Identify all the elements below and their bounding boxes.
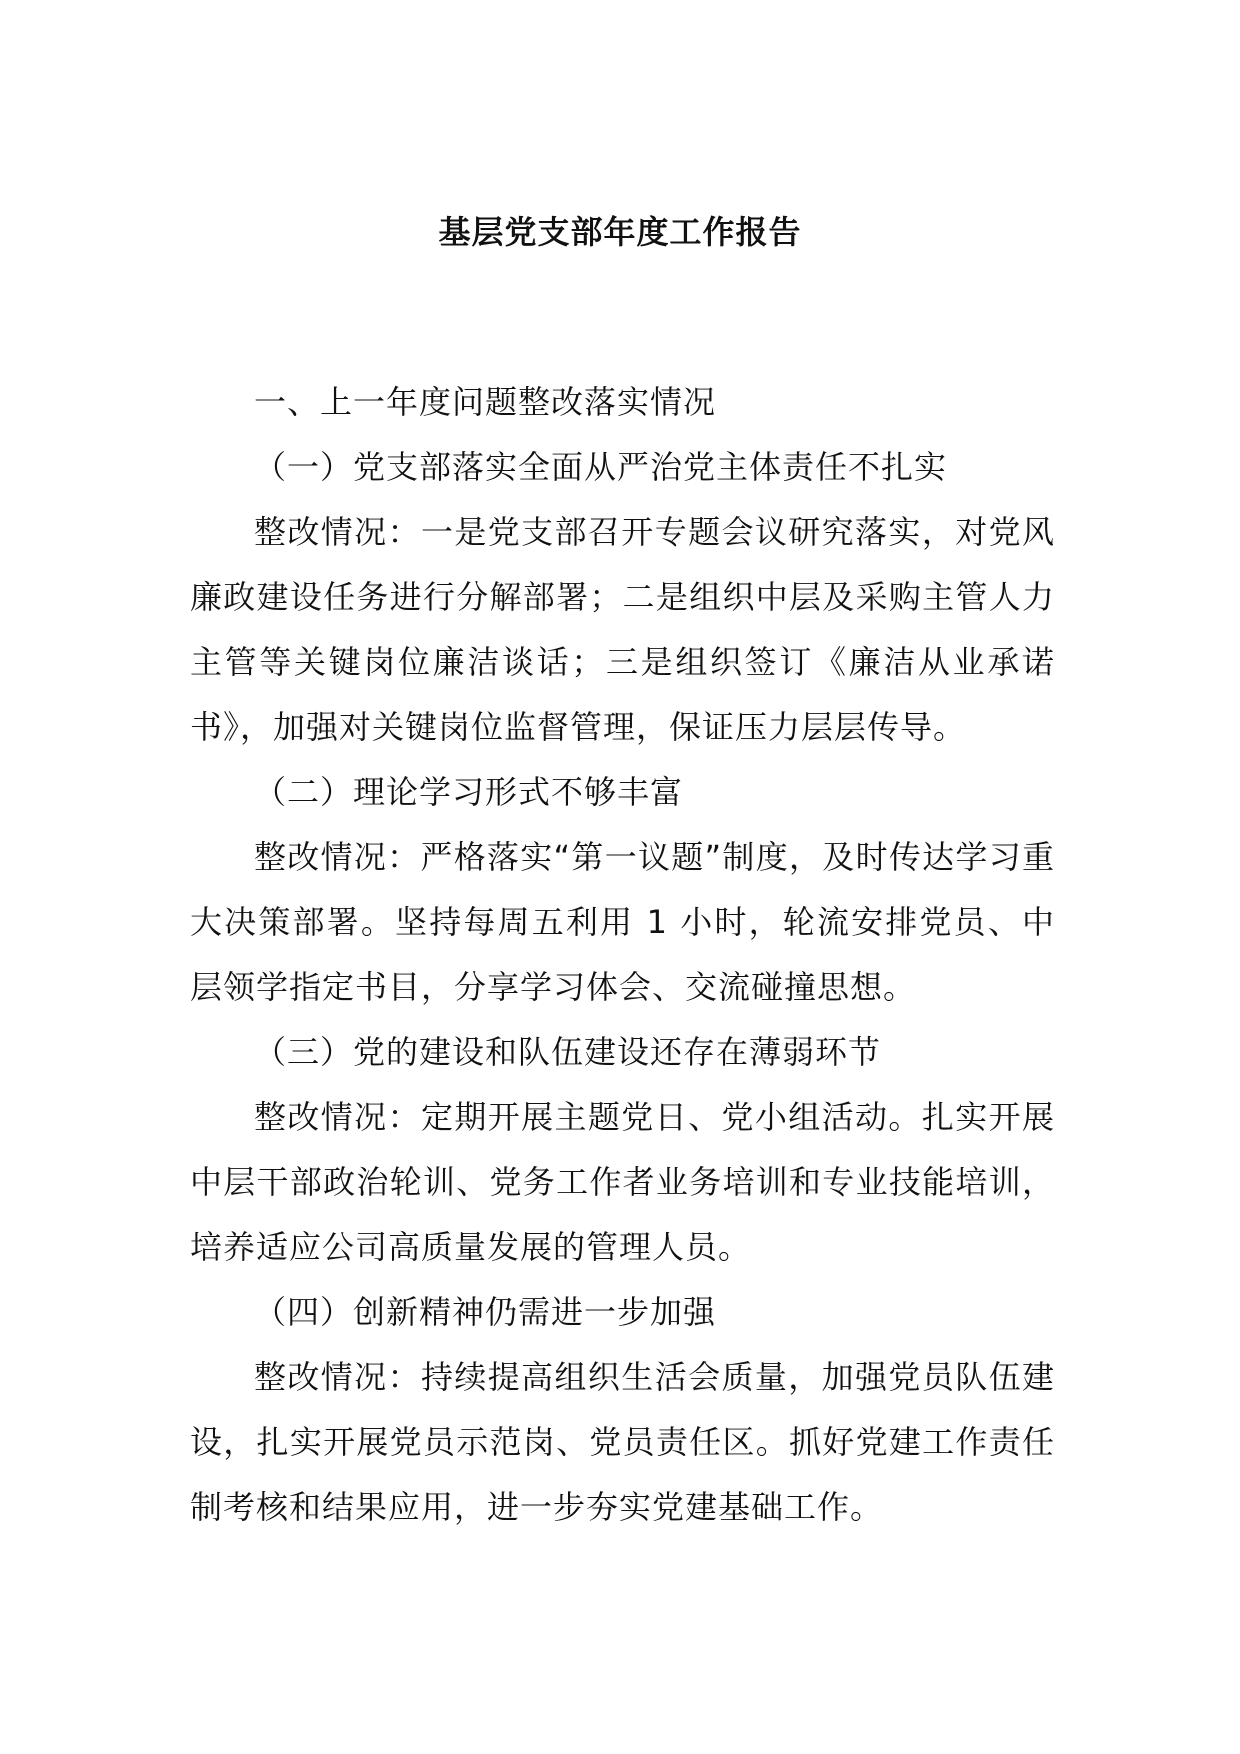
subsection-heading: （一）党支部落实全面从严治党主体责任不扎实: [254, 448, 948, 486]
rectification-paragraph: 整改情况：持续提高组织生活会质量，加强党员队伍建设，扎实开展党员示范岗、党员责任区。抓好党建工作责任制考核和结果应用，进一步夯实党建基础工作。: [190, 1358, 1055, 1526]
subsection-heading: （四）创新精神仍需进一步加强: [254, 1293, 717, 1331]
document-body: [190, 370, 1055, 1540]
subsection-heading: （三）党的建设和队伍建设还存在薄弱环节: [254, 1033, 882, 1071]
subsection-heading: （二）理论学习形式不够丰富: [254, 773, 684, 811]
section-heading: 一、上一年度问题整改落实情况: [254, 383, 717, 421]
rectification-paragraph: 整改情况：严格落实“第一议题”制度，及时传达学习重大决策部署。坚持每周五利用 1 小时，轮流安排党员、中层领学指定书目，分享学习体会、交流碰撞思想。: [190, 838, 1055, 1006]
document-title: 基层党支部年度工作报告: [438, 213, 802, 251]
rectification-paragraph: 整改情况：一是党支部召开专题会议研究落实，对党风廉政建设任务进行分解部署；二是组织中层及采购主管人力主管等关键岗位廉洁谈话；三是组织签订《廉洁从业承诺书》，加强对关键岗位监督管理，保证压力层层传导。: [190, 513, 1055, 746]
rectification-paragraph: 整改情况：定期开展主题党日、党小组活动。扎实开展中层干部政治轮训、党务工作者业务培训和专业技能培训，培养适应公司高质量发展的管理人员。: [190, 1098, 1055, 1266]
